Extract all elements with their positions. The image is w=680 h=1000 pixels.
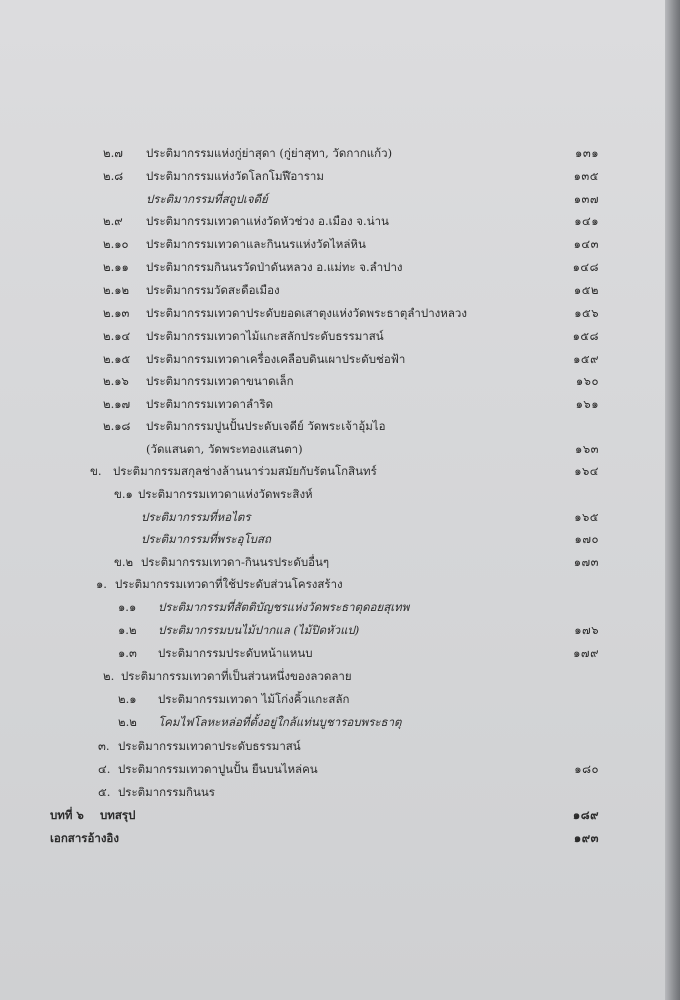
entry-page: ๑๓๕ bbox=[573, 169, 599, 183]
entry-number: ข. bbox=[90, 464, 102, 478]
entry-title: ประติมากรรมที่พระอุโบสถ bbox=[141, 532, 271, 546]
entry-page: ๑๘๙ bbox=[572, 808, 599, 822]
entry-page: ๑๓๗ bbox=[573, 192, 599, 206]
toc-entry bbox=[0, 644, 665, 662]
entry-title: บทสรุป bbox=[100, 808, 136, 822]
entry-number: ๒.๑๒ bbox=[103, 283, 130, 297]
toc-entry bbox=[0, 144, 665, 162]
entry-page: ๑๘๐ bbox=[574, 762, 599, 776]
toc-entry bbox=[0, 281, 665, 299]
entry-title: ประติมากรรมที่สถูปเจดีย์ bbox=[146, 192, 268, 206]
toc-entry bbox=[0, 304, 665, 322]
entry-number: ข.๒ bbox=[114, 555, 134, 569]
toc-entry bbox=[0, 190, 665, 208]
entry-page: ๑๕๖ bbox=[574, 306, 599, 320]
entry-title: ประติมากรรมประดับหน้าแหนบ bbox=[158, 646, 313, 660]
entry-title: ประติมากรรมเทวดาที่เป็นส่วนหนึ่งของลวดลาย bbox=[121, 669, 352, 683]
toc-entry bbox=[0, 372, 665, 390]
entry-page: ๑๗๖ bbox=[574, 623, 599, 637]
entry-page: ๑๔๓ bbox=[573, 237, 599, 251]
entry-title: ประติมากรรมกินนรวัดป่าดันหลวง อ.แม่ทะ จ.ลำปาง bbox=[146, 260, 403, 274]
entry-number: ๔. bbox=[98, 762, 111, 776]
entry-title: ประติมากรรมเทวดาไม้แกะสลักประดับธรรมาสน์ bbox=[146, 329, 384, 343]
entry-number: ๕. bbox=[98, 785, 111, 799]
entry-title: ประติมากรรมเทวดาปูนปั้น ยืนบนไหล่คน bbox=[118, 762, 318, 776]
entry-title: ประติมากรรมวัดสะดือเมือง bbox=[146, 283, 280, 297]
entry-title: ประติมากรรมปูนปั้นประดับเจดีย์ วัดพระเจ้าอุ้มไอ bbox=[146, 419, 386, 433]
toc-entry bbox=[0, 235, 665, 253]
entry-title: (วัดแสนตา, วัดพระทองแสนตา) bbox=[146, 442, 303, 456]
entry-title: ประติมากรรมเทวดาประดับธรรมาสน์ bbox=[118, 739, 301, 753]
entry-title: ประติมากรรมเทวดาแห่งวัดหัวช่วง อ.เมือง จ.น่าน bbox=[146, 214, 389, 228]
entry-number: ๒.๑๔ bbox=[103, 329, 131, 343]
entry-title: ประติมากรรมเทวดา-กินนรประดับอื่นๆ bbox=[141, 555, 330, 569]
entry-page: ๑๗๐ bbox=[574, 532, 599, 546]
entry-title: ประติมากรรมแห่งกู่ย่าสุดา (กู่ย่าสุทา, วัดกากแก้ว) bbox=[146, 146, 393, 160]
entry-title: ประติมากรรมเทวดาขนาดเล็ก bbox=[146, 374, 294, 388]
entry-number: ๒.๑ bbox=[118, 692, 137, 706]
entry-page: ๑๗๓ bbox=[573, 555, 599, 569]
toc-entry bbox=[0, 258, 665, 276]
toc-entry bbox=[0, 737, 665, 755]
entry-title: ประติมากรรมแห่งวัดโลกโมฬีอาราม bbox=[146, 169, 324, 183]
toc-entry bbox=[0, 530, 665, 548]
entry-title: ประติมากรรมสกุลช่างล้านนาร่วมสมัยกับรัตนโกสินทร์ bbox=[113, 464, 377, 478]
entry-number: ข.๑ bbox=[114, 487, 133, 501]
toc-entry bbox=[0, 350, 665, 368]
entry-title: ประติมากรรมเทวดาที่ใช้ประดับส่วนโครงสร้าง bbox=[115, 577, 343, 591]
entry-number: ๓. bbox=[98, 739, 110, 753]
toc-entry bbox=[0, 553, 665, 571]
entry-number: ๒.๘ bbox=[103, 169, 124, 183]
toc-entry bbox=[0, 783, 665, 801]
entry-title: ประติมากรรมเทวดาประดับยอดเสาตุงแห่งวัดพระธาตุลำปางหลวง bbox=[146, 306, 467, 320]
entry-number: บทที่ ๖ bbox=[50, 808, 84, 822]
entry-page: ๑๗๙ bbox=[573, 646, 599, 660]
entry-number: ๒.๑๘ bbox=[103, 419, 131, 433]
entry-page: ๑๙๓ bbox=[573, 831, 599, 845]
toc-entry bbox=[0, 575, 665, 593]
entry-number: ๑.๑ bbox=[118, 600, 137, 614]
toc-entry bbox=[0, 417, 665, 435]
entry-title: ประติมากรรมที่หอไตร bbox=[141, 510, 251, 524]
toc-entry bbox=[0, 440, 665, 458]
entry-title: ประติมากรรมเทวดา ไม้โก่งคิ้วแกะสลัก bbox=[158, 692, 350, 706]
entry-title: ประติมากรรมเทวดาเครื่องเคลือบดินเผาประดับช่อฟ้า bbox=[146, 352, 406, 366]
entry-page: ๑๕๙ bbox=[573, 352, 599, 366]
entry-title: โคมไฟโลหะหล่อที่ตั้งอยู่ใกล้แท่นบูชารอบพระธาตุ bbox=[158, 715, 402, 729]
entry-number: ๒.๑๖ bbox=[103, 374, 129, 388]
toc-entry bbox=[0, 167, 665, 185]
entry-title: ประติมากรรมเทวดาแห่งวัดพระสิงห์ bbox=[138, 487, 313, 501]
entry-title: ประติมากรรมเทวดาลำริด bbox=[146, 397, 274, 411]
toc-entry bbox=[0, 806, 665, 824]
toc-entry bbox=[0, 690, 665, 708]
entry-number: ๒.๙ bbox=[103, 214, 123, 228]
entry-title: ประติมากรรมบนไม้ปากแล (ไม้ปิดหัวแป) bbox=[158, 623, 360, 637]
entry-number: ๒.๗ bbox=[103, 146, 123, 160]
entry-number: ๒.๑๕ bbox=[103, 352, 131, 366]
entry-number: ๒. bbox=[103, 669, 115, 683]
toc-entry bbox=[0, 829, 665, 847]
entry-page: ๑๖๑ bbox=[575, 397, 599, 411]
toc-entry bbox=[0, 395, 665, 413]
entry-page: ๑๕๒ bbox=[573, 283, 599, 297]
toc-entry bbox=[0, 667, 665, 685]
page-edge-shadow bbox=[665, 0, 680, 1000]
toc-entry bbox=[0, 508, 665, 526]
entry-page: ๑๔๘ bbox=[572, 260, 599, 274]
toc-entry bbox=[0, 212, 665, 230]
entry-page: ๑๓๑ bbox=[575, 146, 599, 160]
entry-title: ประติมากรรมเทวดาและกินนรแห่งวัดไหล่หิน bbox=[146, 237, 366, 251]
entry-page: ๑๕๘ bbox=[572, 329, 599, 343]
entry-title: ประติมากรรมกินนร bbox=[118, 785, 215, 799]
entry-number: ๒.๑๗ bbox=[103, 397, 131, 411]
toc-entry bbox=[0, 760, 665, 778]
entry-number: ๒.๑๐ bbox=[103, 237, 129, 251]
entry-number: ๒.๑๑ bbox=[103, 260, 129, 274]
toc-entry bbox=[0, 485, 665, 503]
entry-number: ๑.๒ bbox=[118, 623, 137, 637]
toc-entry bbox=[0, 462, 665, 480]
entry-number: ๒.๑๓ bbox=[103, 306, 130, 320]
entry-number: ๑.๓ bbox=[118, 646, 137, 660]
entry-title: เอกสารอ้างอิง bbox=[50, 831, 119, 845]
entry-title: ประติมากรรมที่สัตติบัญชรแห่งวัดพระธาตุดอยสุเทพ bbox=[158, 600, 410, 614]
entry-page: ๑๔๑ bbox=[574, 214, 599, 228]
entry-number: ๑. bbox=[96, 577, 107, 591]
toc-entry bbox=[0, 598, 665, 616]
entry-page: ๑๖๓ bbox=[575, 442, 599, 456]
toc-entry bbox=[0, 621, 665, 639]
toc-entry bbox=[0, 713, 665, 731]
entry-number: ๒.๒ bbox=[118, 715, 137, 729]
toc-entry bbox=[0, 327, 665, 345]
entry-page: ๑๖๕ bbox=[574, 510, 599, 524]
entry-page: ๑๖๔ bbox=[574, 464, 599, 478]
entry-page: ๑๖๐ bbox=[575, 374, 599, 388]
